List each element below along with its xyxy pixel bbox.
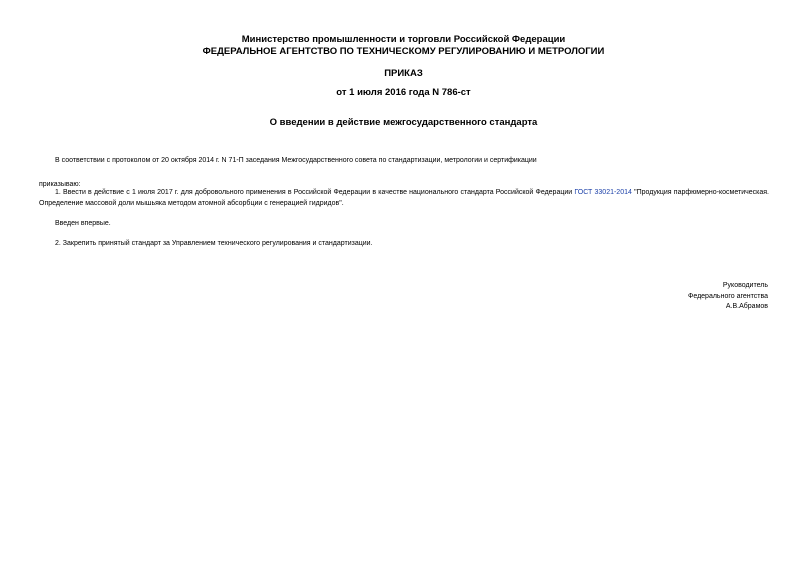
document-date-number: от 1 июля 2016 года N 786-ст (336, 87, 471, 98)
introduced-note: Введен впервые. (55, 220, 111, 227)
item-1-text-start: 1. Ввести в действие с 1 июля 2017 г. для добровольного применения в Российской Федерации в качестве национального стандарта Российской Федерации (55, 189, 575, 196)
item-1-text-end: "Продукция парфюмерно-косметическая. Определение массовой доли мышьяка методом атомной абсорбции с генерацией гидридов". (39, 189, 769, 207)
item-2-paragraph: 2. Закрепить принятый стандарт за Управлением технического регулирования и стандартизации. (55, 240, 373, 247)
item-1-paragraph (39, 188, 769, 209)
gost-link[interactable]: ГОСТ 33021-2014 (574, 189, 632, 196)
ministry-title: Министерство промышленности и торговли Российской Федерации (241, 34, 566, 45)
agency-title: ФЕДЕРАЛЬНОЕ АГЕНТСТВО ПО ТЕХНИЧЕСКОМУ РЕГУЛИРОВАНИЮ И МЕТРОЛОГИИ (202, 46, 605, 57)
signature-position: Руководитель (722, 282, 768, 289)
signature-organization: Федерального агентства (688, 293, 768, 300)
document-subject: О введении в действие межгосударственного стандарта (269, 117, 538, 128)
document-type: ПРИКАЗ (384, 68, 423, 79)
signature-name: А.В.Абрамов (725, 303, 768, 310)
order-word: приказываю: (39, 181, 81, 188)
preamble-paragraph: В соответствии с протоколом от 20 октября 2014 г. N 71-П заседания Межгосударственного совета по стандартизации, метрологии и сертификации (55, 157, 537, 164)
